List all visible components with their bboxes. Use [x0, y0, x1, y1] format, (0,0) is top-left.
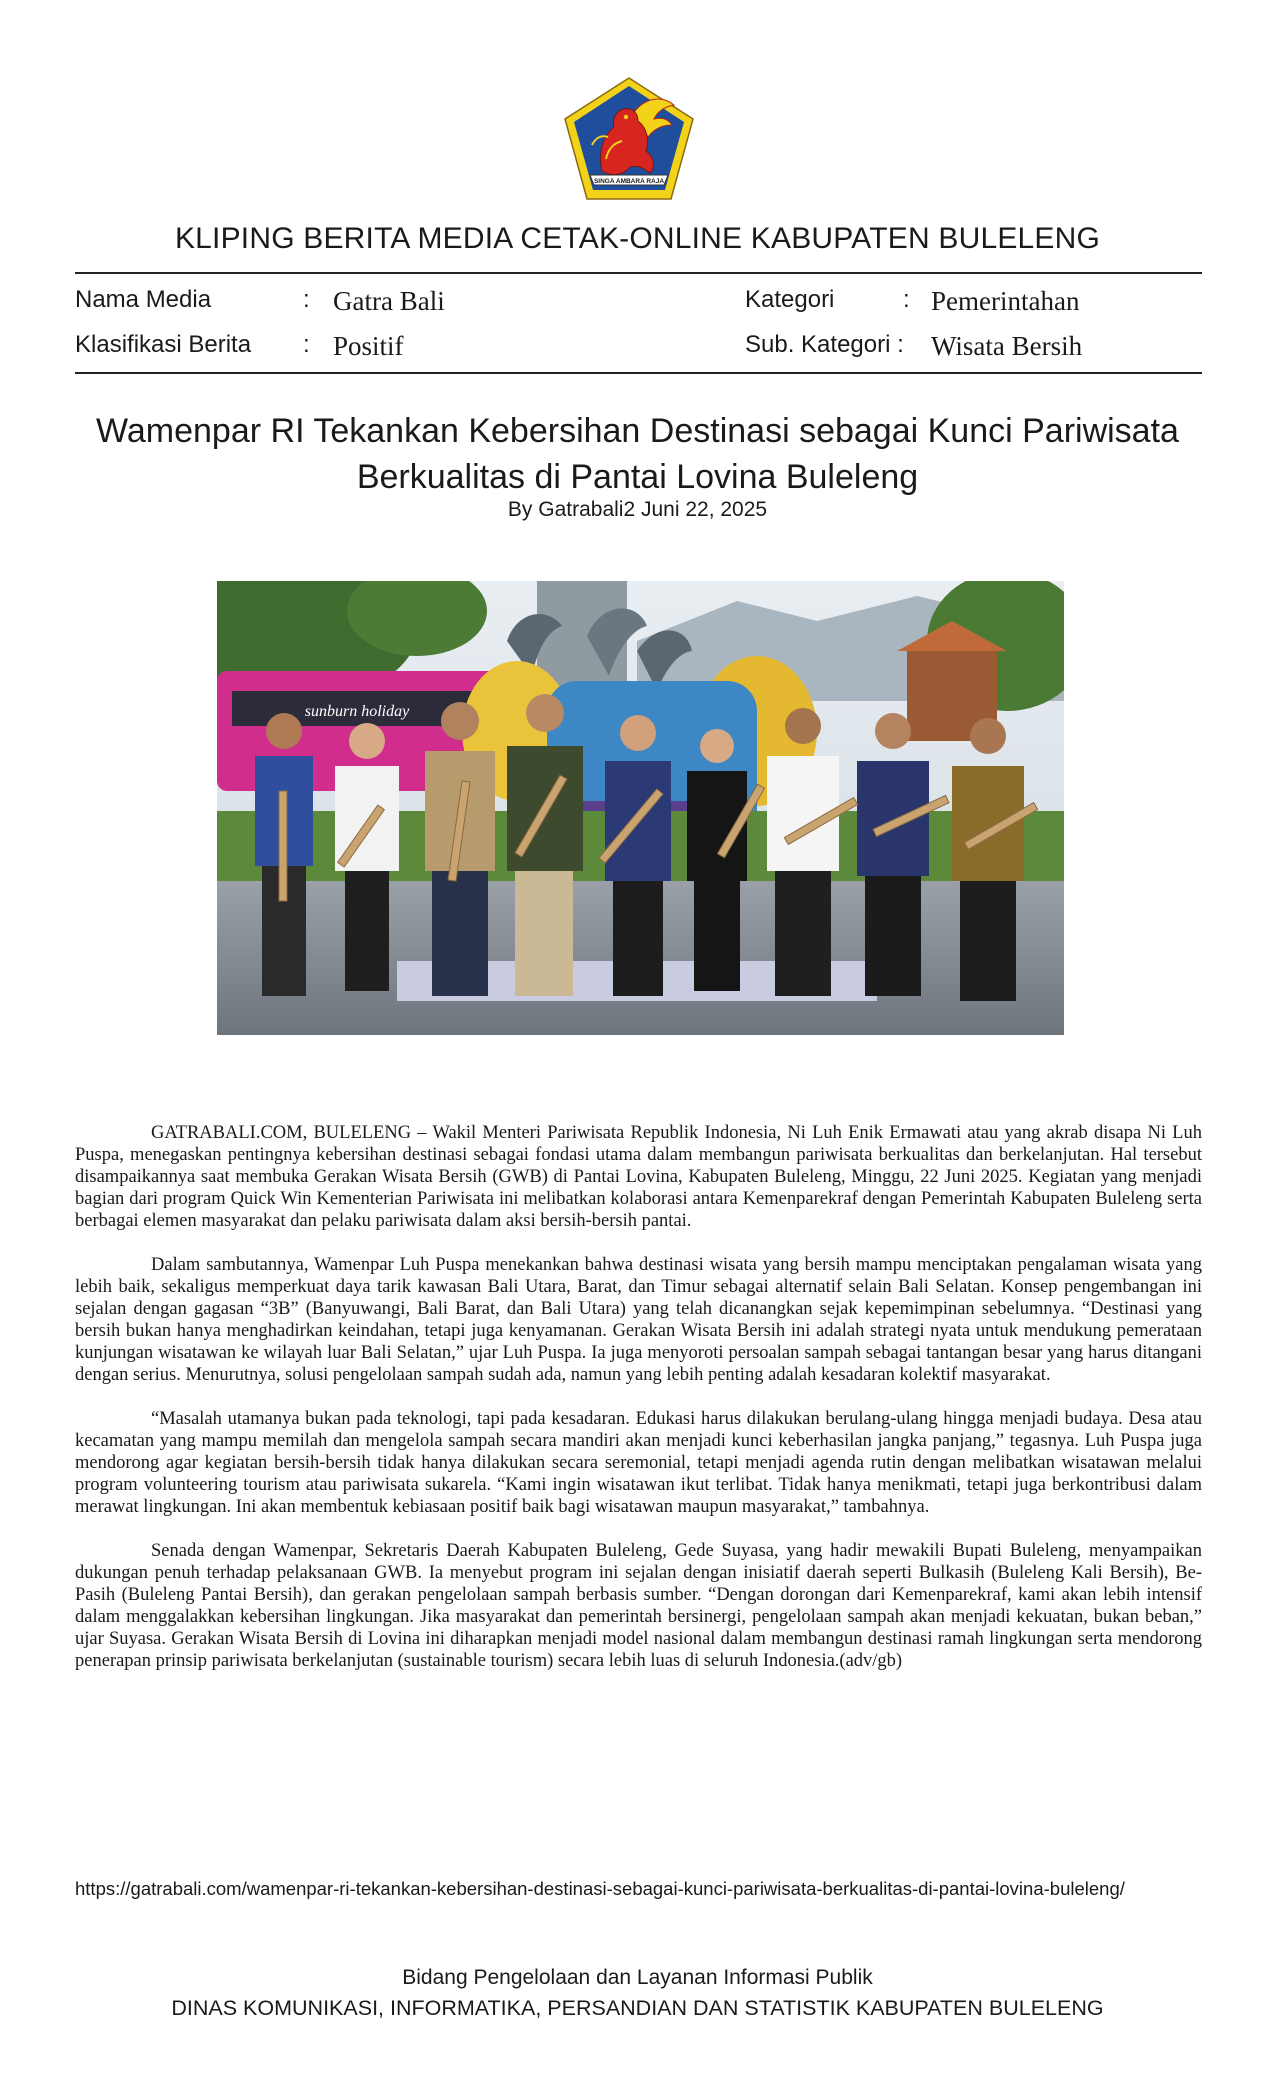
klasifikasi-label: Klasifikasi Berita — [75, 331, 252, 358]
article-paragraph: Dalam sambutannya, Wamenpar Luh Puspa menekankan bahwa destinasi wisata yang bersih mampu menciptakan pengalaman wisata yang lebih baik, sekaligus memperkuat daya tarik kawasan Bali Utara, Barat, dan Timur sebagai alternatif selain Bali Selatan. Konsep pengembangan ini sejalan dengan gagasan “3B” (Banyuwangi, Bali Barat, dan Bali Utara) yang telah dicanangkan sejak kepemimpinan sebelumnya. “Destinasi yang bersih bukan hanya menghadirkan keindahan, tetapi juga kenyamanan. Gerakan Wisata Bersih ini adalah strategi nyata untuk mendukung pemerataan kunjungan wisatawan ke wilayah luar Bali Selatan,” ujar Luh Puspa. Ia juga menyoroti persoalan sampah sebagai tantangan besar yang harus ditangani dengan serius. Menurutnya, solusi pengelolaan sampah sudah ada, namun yang lebih penting adalah kesadaran kolektif masyarakat. — [75, 1255, 1202, 1385]
sub-kategori-value: Wisata Bersih — [931, 331, 1083, 361]
footer-division: Bidang Pengelolaan dan Layanan Informasi Publik — [402, 1966, 873, 1989]
kategori-colon: : — [903, 286, 910, 313]
sub-kategori-label: Sub. Kategori : — [745, 331, 904, 358]
article-headline — [60, 408, 1215, 500]
kategori-value: Pemerintahan — [931, 286, 1080, 316]
article-paragraph: “Masalah utamanya bukan pada teknologi, tapi pada kesadaran. Edukasi harus dilakukan berulang-ulang hingga menjadi budaya. Desa atau kecamatan yang mampu memilah dan mengelola sampah secara mandiri akan menjadi kunci keberhasilan jangka panjang,” tegasnya. Luh Puspa juga mendorong agar kegiatan bersih-bersih tidak hanya dilakukan secara seremonial, tetapi menjadi agenda rutin dengan melibatkan wisatawan melalui program volunteering tourism atau pariwisata sukarela. “Kami ingin wisatawan ikut terlibat. Tidak hanya menikmati, tetapi juga berkontribusi dalam merawat lingkungan. Ini akan membentuk kebiasaan positif baik bagi wisatawan maupun masyarakat,” tambahnya. — [75, 1409, 1202, 1517]
headline-line-2: Berkualitas di Pantai Lovina Buleleng — [356, 458, 919, 496]
nama-media-colon: : — [303, 286, 310, 313]
article-byline: By Gatrabali2 Juni 22, 2025 — [507, 498, 768, 521]
nama-media-label: Nama Media — [75, 286, 212, 313]
article-paragraph: GATRABALI.COM, BULELENG – Wakil Menteri Pariwisata Republik Indonesia, Ni Luh Enik Ermawati atau yang akrab disapa Ni Luh Puspa, menegaskan pentingnya kebersihan destinasi sebagai fondasi utama dalam membangun pariwisata berkualitas dan berkelanjutan. Hal tersebut disampaikannya saat membuka Gerakan Wisata Bersih (GWB) di Pantai Lovina, Kabupaten Buleleng, Minggu, 22 Juni 2025. Kegiatan yang menjadi bagian dari program Quick Win Kementerian Pariwisata ini melibatkan kolaborasi antara Kemenparekraf dengan Pemerintah Kabupaten Buleleng serta berbagai elemen masyarakat dan pelaku pariwisata dalam aksi bersih-bersih pantai. — [75, 1123, 1202, 1231]
klasifikasi-colon: : — [303, 331, 310, 358]
headline-line-1: Wamenpar RI Tekankan Kebersihan Destinasi sebagai Kunci Pariwisata — [96, 412, 1179, 450]
article-paragraph: Senada dengan Wamenpar, Sekretaris Daerah Kabupaten Buleleng, Gede Suyasa, yang hadir mewakili Bupati Buleleng, menyampaikan dukungan penuh terhadap pelaksanaan GWB. Ia menyebut program ini sejalan dengan inisiatif daerah seperti Bulkasih (Buleleng Kali Bersih), Be-Pasih (Buleleng Pantai Bersih), dan gerakan pengelolaan sampah berbasis sumber. “Dengan dorongan dari Kemenparekraf, kami akan lebih intensif dalam menggalakkan kebersihan lingkungan. Jika masyarakat dan pemerintah bersinergi, pengelolaan sampah akan menjadi kekuatan, bukan beban,” ujar Suyasa. Gerakan Wisata Bersih di Lovina ini diharapkan menjadi model nasional dalam membangun destinasi ramah lingkungan serta mendorong penerapan prinsip pariwisata berkelanjutan (sustainable tourism) secara lebih luas di seluruh Indonesia.(adv/gb) — [75, 1541, 1202, 1671]
emblem-motto: SINGA AMBARA RAJA — [593, 178, 665, 185]
header-rule-top — [75, 272, 1202, 274]
buleleng-emblem-logo — [562, 75, 696, 202]
nama-media-value: Gatra Bali — [333, 286, 445, 316]
footer-agency: DINAS KOMUNIKASI, INFORMATIKA, PERSANDIAN DAN STATISTIK KABUPATEN BULELENG — [171, 1996, 1104, 2020]
header-rule-bottom — [75, 372, 1202, 374]
article-photo — [217, 581, 1064, 1035]
klasifikasi-value: Positif — [333, 331, 404, 361]
kategori-label: Kategori — [745, 286, 835, 313]
clipping-title: KLIPING BERITA MEDIA CETAK-ONLINE KABUPATEN BULELENG — [174, 222, 1101, 255]
article-body — [75, 1122, 1202, 1694]
bus-text: sunburn holiday — [304, 703, 410, 720]
source-url: https://gatrabali.com/wamenpar-ri-tekankan-kebersihan-destinasi-sebagai-kunci-pariwisata-berkualitas-di-pantai-lovina-buleleng/ — [75, 1878, 1125, 1899]
